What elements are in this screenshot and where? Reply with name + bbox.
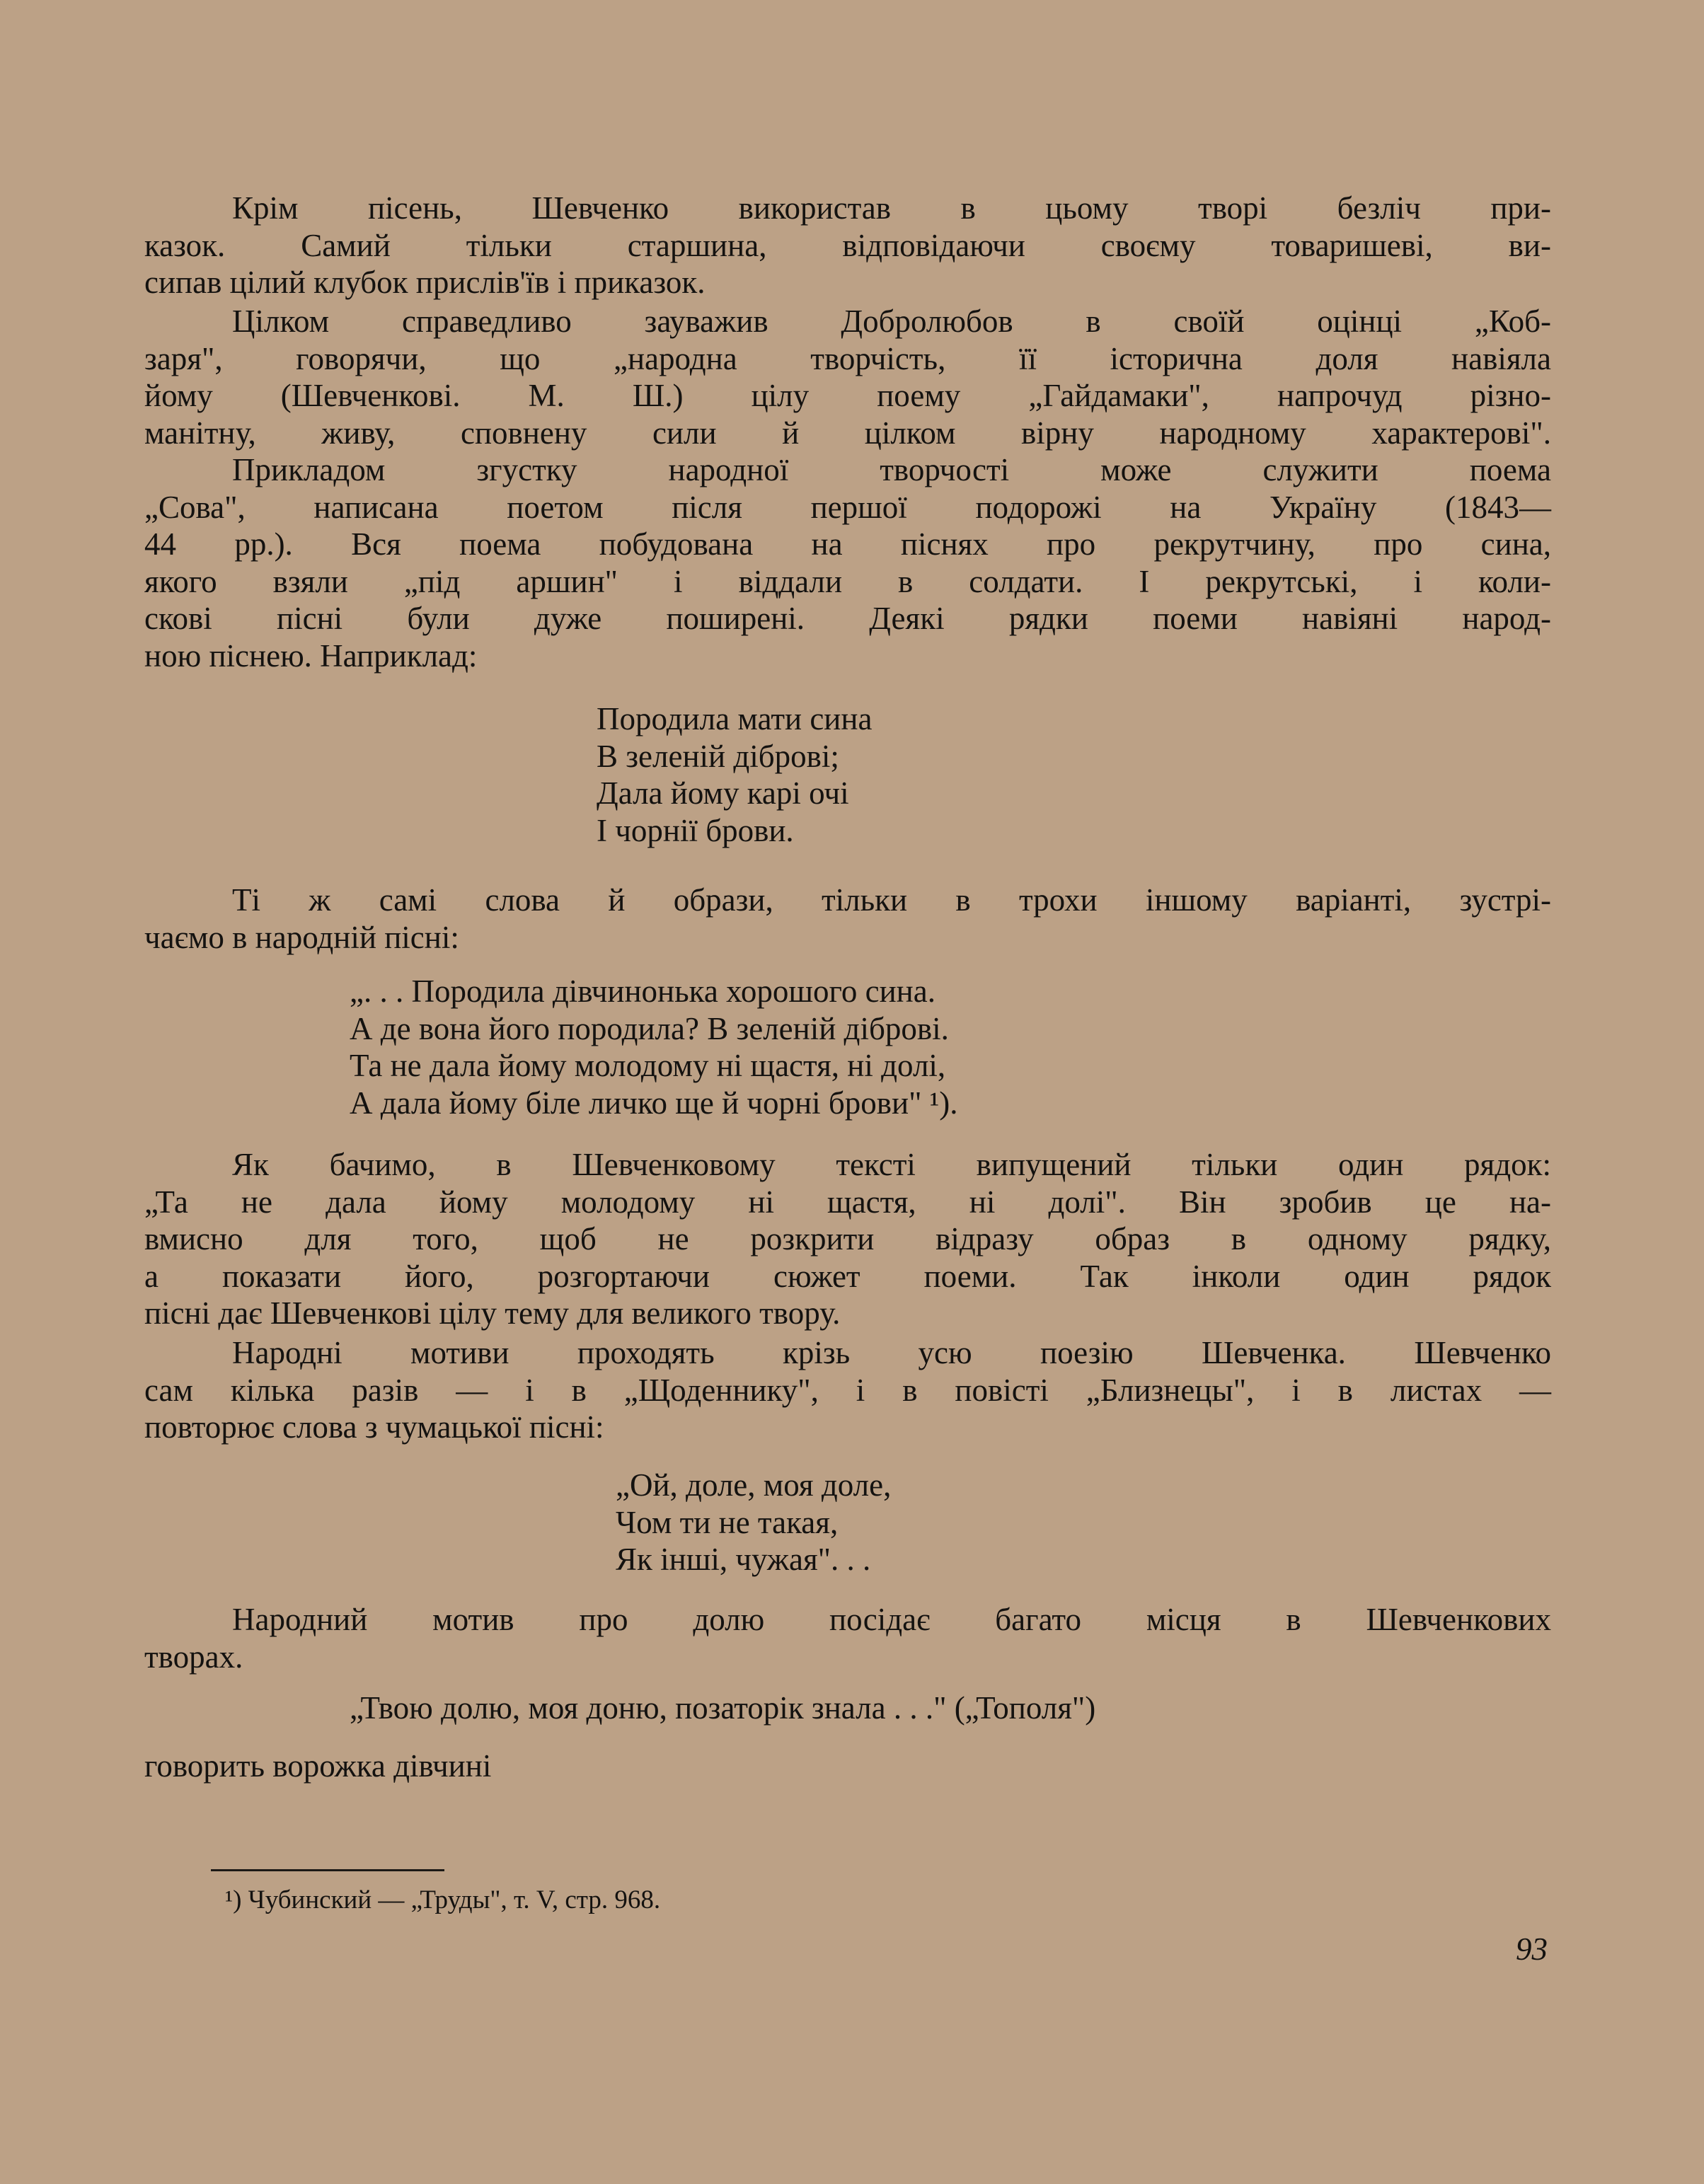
text-line: ною піснею. Наприклад: <box>144 637 478 674</box>
verse-line: В зеленій діброві; <box>597 738 839 774</box>
text-line: Як бачимо, в Шевченковому тексті випущений тільки один рядок: <box>232 1147 1551 1182</box>
text-line: йому (Шевченкові. М. Ш.) цілу поему „Гайдамаки", напрочуд різно- <box>144 378 1551 413</box>
text-line: „Та не дала йому молодому ні щастя, ні долі". Він зробив це на- <box>144 1184 1551 1220</box>
text-line: Народний мотив про долю посідає багато місця в Шевченкових <box>232 1602 1551 1637</box>
text-line: Ті ж самі слова й образи, тільки в трохи іншому варіанті, зустрі- <box>232 882 1551 918</box>
text-line: а показати його, розгортаючи сюжет поеми. Так інколи один рядок <box>144 1258 1551 1294</box>
text-line: „Сова", написана поетом після першої подорожі на Україну (1843— <box>144 489 1551 525</box>
text-line: чаємо в народній пісні: <box>144 919 459 955</box>
text-line: якого взяли „під аршин" і віддали в солдати. І рекрутські, і коли- <box>144 563 1551 599</box>
text-line: говорить ворожка дівчині <box>144 1748 492 1784</box>
paragraph-1 <box>144 190 1551 301</box>
page-number: 93 <box>1516 1931 1548 1967</box>
paragraph-3 <box>144 451 1551 674</box>
text-line: творах. <box>144 1639 243 1675</box>
verse-line: Чом ти не такая, <box>616 1504 839 1540</box>
text-line: 44 рр.). Вся поема побудована на піснях про рекрутчину, про сина, <box>144 526 1551 562</box>
paragraph-9 <box>144 1747 491 1785</box>
verse-line: Як інші, чужая". . . <box>616 1542 871 1577</box>
paragraph-6 <box>144 1334 1551 1446</box>
footnote-rule <box>211 1869 444 1871</box>
verse-line: Породила мати сина <box>597 701 873 736</box>
text-line: пісні дає Шевченкові цілу тему для великого твору. <box>144 1295 841 1331</box>
verse-line: Та не дала йому молодому ні щастя, ні долі, <box>350 1048 946 1083</box>
verse-line: „Твою долю, моя доню, позаторік знала . . ." („Тополя") <box>350 1690 1096 1726</box>
verse-line: А дала йому біле личко ще й чорні брови" ¹). <box>350 1085 958 1121</box>
text-line: казок. Самий тільки старшина, відповідаючи своєму товаришеві, ви- <box>144 227 1551 263</box>
text-line: Прикладом згустку народної творчості може служити поема <box>232 452 1551 487</box>
text-line: вмисно для того, щоб не розкрити відразу образ в одному рядку, <box>144 1221 1551 1256</box>
footnote: ¹) Чубинский — „Труды", т. V, стр. 968. <box>225 1885 661 1914</box>
verse-1 <box>597 700 872 849</box>
text-line: Крім пісень, Шевченко використав в цьому творі безліч при- <box>232 190 1551 226</box>
text-line: заря", говорячи, що „народна творчість, її історична доля навіяла <box>144 340 1551 376</box>
text-line: манітну, живу, сповнену сили й цілком вірну народному характерові". <box>144 415 1551 451</box>
text-line: Народні мотиви проходять крізь усю поезію Шевченка. Шевченко <box>232 1335 1551 1370</box>
verse-line: Дала йому карі очі <box>597 775 849 811</box>
verse-line: „Ой, доле, моя доле, <box>616 1467 892 1503</box>
verse-line: І чорнії брови. <box>597 812 794 848</box>
paragraph-5 <box>144 1146 1551 1332</box>
paragraph-7 <box>144 1601 1551 1675</box>
quote-line <box>350 1689 1095 1727</box>
verse-3 <box>616 1467 891 1578</box>
text-line: скові пісні були дуже поширені. Деякі рядки поеми навіяні народ- <box>144 601 1551 636</box>
paragraph-2 <box>144 303 1551 451</box>
text-line: повторює слова з чумацької пісні: <box>144 1409 604 1445</box>
text-line: сам кілька разів — і в „Щоденнику", і в повісті „Близнецы", і в листах — <box>144 1372 1551 1408</box>
verse-line: „. . . Породила дівчинонька хорошого сина. <box>350 973 936 1009</box>
text-line: сипав цілий клубок прислів'їв і приказок. <box>144 265 706 300</box>
verse-line: А де вона його породила? В зеленій діброві. <box>350 1010 949 1046</box>
text-line: Цілком справедливо зауважив Добролюбов в своїй оцінці „Коб- <box>232 304 1551 339</box>
paragraph-4 <box>144 882 1551 956</box>
verse-2 <box>350 973 957 1121</box>
